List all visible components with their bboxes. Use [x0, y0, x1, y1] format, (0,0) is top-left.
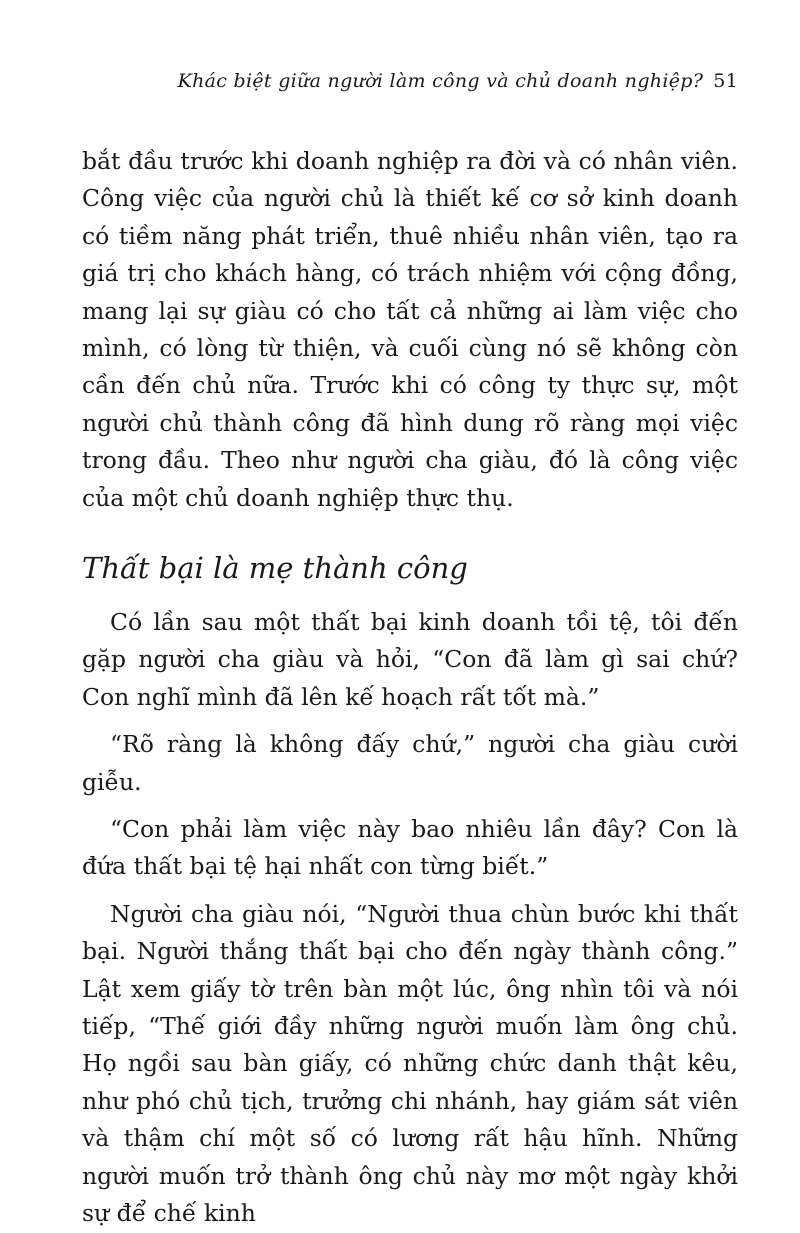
running-head [178, 70, 738, 92]
section-heading: Thất bại là mẹ thành công [82, 551, 468, 585]
paragraph: bắt đầu trước khi doanh nghiệp ra đời và có nhân viên. Công việc của người chủ là thiết kế cơ sở kinh doanh có tiềm năng phát triển, thuê nhiều nhân viên, tạo ra giá trị cho khách hàng, có trách nhiệm với cộng đồng, mang lại sự giàu có cho tất cả những ai làm việc cho mình, có lòng từ thiện, và cuối cùng nó sẽ không còn cần đến chủ nữa. Trước khi có công ty thực sự, một người chủ thành công đã hình dung rõ ràng mọi việc trong đầu. Theo như người cha giàu, đó là công việc của một chủ doanh nghiệp thực thụ. [82, 147, 738, 512]
paragraph: Có lần sau một thất bại kinh doanh tồi tệ, tôi đến gặp người cha giàu và hỏi, “Con đã làm gì sai chứ? Con nghĩ mình đã lên kế hoạch rất tốt mà.” [82, 608, 738, 711]
page-number: 51 [713, 70, 738, 92]
opening-text-block [82, 143, 738, 517]
section-text-block [82, 604, 738, 1233]
paragraph: “Rõ ràng là không đấy chứ,” người cha giàu cười giễu. [82, 730, 738, 796]
running-head-title: Khác biệt giữa người làm công và chủ doanh nghiệp? [177, 70, 704, 92]
paragraph: Người cha giàu nói, “Người thua chùn bước khi thất bại. Người thắng thất bại cho đến ngày thành công.” Lật xem giấy tờ trên bàn một lúc, ông nhìn tôi và nói tiếp, “Thế giới đầy những người muốn làm ông chủ. Họ ngồi sau bàn giấy, có những chức danh thật kêu, như phó chủ tịch, trưởng chi nhánh, hay giám sát viên và thậm chí một số có lương rất hậu hĩnh. Những người muốn trở thành ông chủ này mơ một ngày khởi sự để chế kinh [82, 899, 738, 1228]
paragraph: “Con phải làm việc này bao nhiêu lần đây? Con là đứa thất bại tệ hại nhất con từng biết.” [82, 815, 738, 881]
